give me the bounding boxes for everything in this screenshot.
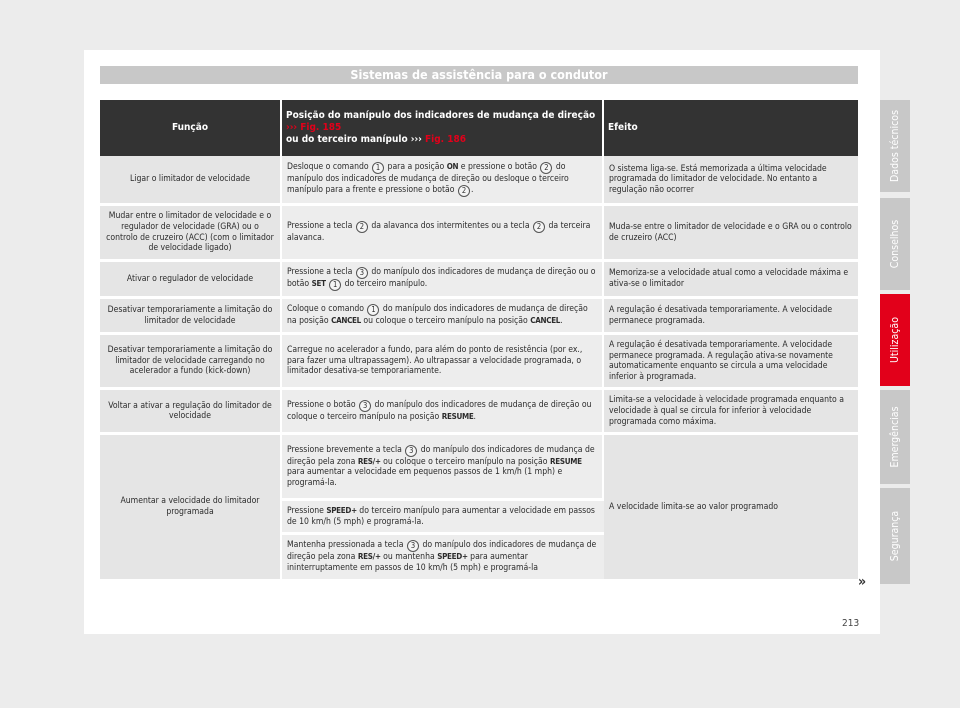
text-fragment: Desloque o comando [287, 162, 372, 173]
col-posicao [282, 100, 604, 156]
side-tab[interactable] [880, 294, 910, 386]
side-tab-label: Dados técnicos [889, 110, 901, 182]
text-fragment: do terceiro manípulo para aumentar a velocidade em passos de 10 km/h (5 mph) e programá-la. [287, 506, 595, 527]
effect-cell: A velocidade limita-se ao valor programado [604, 435, 858, 581]
callout-number: 1 [329, 279, 341, 291]
text-fragment: do manípulo dos indicadores de mudança de direção pela zona [287, 540, 597, 563]
text-fragment: do manípulo dos indicadores de mudança de direção ou coloque o terceiro manípulo na posição [287, 399, 592, 422]
text-fragment: ou mantenha [380, 552, 438, 563]
table-row [100, 435, 858, 501]
effect-cell: Limita-se a velocidade à velocidade programada enquanto a velocidade à qual se circula for inferior à velocidade programada como máxima. [604, 390, 858, 435]
col-efeito: Efeito [604, 100, 858, 156]
position-cell [282, 501, 604, 535]
control-key-label: RES/+ [357, 552, 381, 562]
text-fragment: Pressione [287, 506, 327, 517]
text-fragment: do terceiro manípulo. [342, 279, 428, 289]
control-key-label: SPEED+ [437, 552, 468, 562]
text-fragment: ou coloque o terceiro manípulo na posição [360, 316, 531, 327]
side-tab-label: Segurança [889, 510, 901, 562]
text-fragment: do manípulo dos indicadores de mudança de direção na posição [287, 304, 588, 327]
table-row [100, 299, 858, 335]
position-cell [282, 390, 604, 435]
control-key-label: SET [311, 279, 326, 288]
position-cell [282, 535, 604, 581]
control-key-label: RESUME [549, 456, 582, 466]
text-fragment: Pressione a tecla [287, 267, 355, 277]
fig-186-link[interactable]: Fig. 186 [425, 134, 467, 145]
text-fragment: . [470, 184, 474, 195]
text-fragment: Pressione o botão [287, 399, 359, 410]
text-fragment: . [560, 316, 563, 327]
text-fragment: do manípulo dos indicadores de mudança de direção ou desloque o terceiro manípulo para a frente e pressione o botão [287, 162, 569, 195]
function-cell: Desativar temporariamente a limitação do limitador de velocidade [100, 299, 282, 335]
side-tab-label: Emergências [889, 406, 901, 468]
callout-number: 2 [533, 221, 545, 233]
control-key-label: SPEED+ [326, 506, 357, 516]
text-fragment: Pressione a tecla [287, 221, 355, 232]
position-cell [282, 156, 604, 206]
function-cell: Mudar entre o limitador de velocidade e o regulador de velocidade (GRA) ou o controlo de cruzeiro (ACC) (com o limitador de velocidade ligado) [100, 206, 282, 262]
function-cell: Aumentar a velocidade do limitador programada [100, 435, 282, 581]
function-cell: Ligar o limitador de velocidade [100, 156, 282, 206]
effect-cell: O sistema liga-se. Está memorizada a última velocidade programada do limitador de velocidade. No entanto a regulação não ocorrer [604, 156, 858, 206]
side-tab[interactable] [880, 390, 910, 484]
text-fragment: Carregue no acelerador a fundo, para além do ponto de resistência (por ex., para fazer uma ultrapassagem). Ao ultrapassar a velocidade programada, o limitador desativa-se temporariamente. [287, 345, 583, 377]
effect-cell: A regulação é desativada temporariamente. A velocidade permanece programada. [604, 299, 858, 335]
col-posicao-line1: Posição do manípulo dos indicadores de mudança de direção [286, 110, 596, 121]
side-tab[interactable] [880, 488, 910, 584]
effect-cell: A regulação é desativada temporariamente. A velocidade permanece programada. A regulação ativa-se novamente automaticamente enquanto se circula a uma velocidade inferior à programada. [604, 335, 858, 390]
side-tab-label: Conselhos [889, 219, 901, 269]
table-row [100, 156, 858, 206]
control-key-label: ON [446, 162, 459, 172]
callout-number: 3 [407, 540, 419, 552]
callout-number: 2 [458, 185, 470, 197]
table-row [100, 335, 858, 390]
text-fragment: e pressione o botão [458, 162, 540, 173]
col-funcao: Função [100, 100, 282, 156]
position-cell [282, 435, 604, 501]
callout-number: 3 [405, 445, 417, 457]
callout-number: 2 [356, 221, 368, 233]
position-cell [282, 262, 604, 299]
callout-number: 3 [356, 267, 368, 279]
function-table [100, 100, 858, 582]
table-row [100, 390, 858, 435]
position-cell [282, 335, 604, 390]
side-tab[interactable] [880, 100, 910, 192]
callout-number: 3 [359, 400, 371, 412]
table-row [100, 262, 858, 299]
text-fragment: da terceira alavanca. [287, 221, 591, 244]
text-fragment: do manípulo dos indicadores de mudança de direção pela zona [287, 444, 595, 467]
text-fragment [326, 279, 328, 289]
effect-cell: Memoriza-se a velocidade atual como a velocidade máxima e ativa-se o limitador [604, 262, 858, 299]
function-cell: Voltar a ativar a regulação do limitador de velocidade [100, 390, 282, 435]
text-fragment: da alavanca dos intermitentes ou a tecla [368, 221, 533, 232]
fig-185-link[interactable]: ››› Fig. 185 [286, 122, 342, 133]
text-fragment: Mantenha pressionada a tecla [287, 540, 406, 551]
position-cell [282, 206, 604, 262]
control-key-label: RES/+ [357, 456, 381, 466]
position-cell [282, 299, 604, 335]
table-row [100, 206, 858, 262]
control-key-label: CANCEL [331, 316, 361, 326]
text-fragment: Coloque o comando [287, 304, 367, 315]
function-cell: Desativar temporariamente a limitação do limitador de velocidade carregando no acelerador a fundo (kick-down) [100, 335, 282, 390]
side-tab-label: Utilização [889, 317, 901, 363]
continue-marker: » [858, 574, 867, 590]
text-fragment: ou coloque o terceiro manípulo na posição [380, 456, 550, 467]
callout-number: 1 [372, 162, 384, 174]
text-fragment: Pressione brevemente a tecla [287, 444, 405, 455]
text-fragment: para aumentar a velocidade em pequenos passos de 1 km/h (1 mph) e programá-la. [287, 467, 563, 488]
effect-cell: Muda-se entre o limitador de velocidade e o GRA ou o controlo de cruzeiro (ACC) [604, 206, 858, 262]
side-tab[interactable] [880, 198, 910, 290]
col-posicao-line3: ou do terceiro manípulo ››› [286, 134, 422, 145]
callout-number: 1 [367, 304, 379, 316]
text-fragment: do manípulo dos indicadores de mudança de direção ou o botão [287, 267, 596, 289]
control-key-label: CANCEL [530, 316, 561, 326]
page-number: 213 [842, 618, 860, 629]
text-fragment: para a posição [385, 162, 447, 173]
function-cell: Ativar o regulador de velocidade [100, 262, 282, 299]
callout-number: 2 [540, 162, 552, 174]
section-header: Sistemas de assistência para o condutor [100, 66, 858, 84]
text-fragment: para aumentar ininterruptamente em passos de 10 km/h (5 mph) e programá-la [287, 552, 538, 573]
text-fragment: . [473, 411, 476, 422]
control-key-label: RESUME [441, 411, 474, 421]
